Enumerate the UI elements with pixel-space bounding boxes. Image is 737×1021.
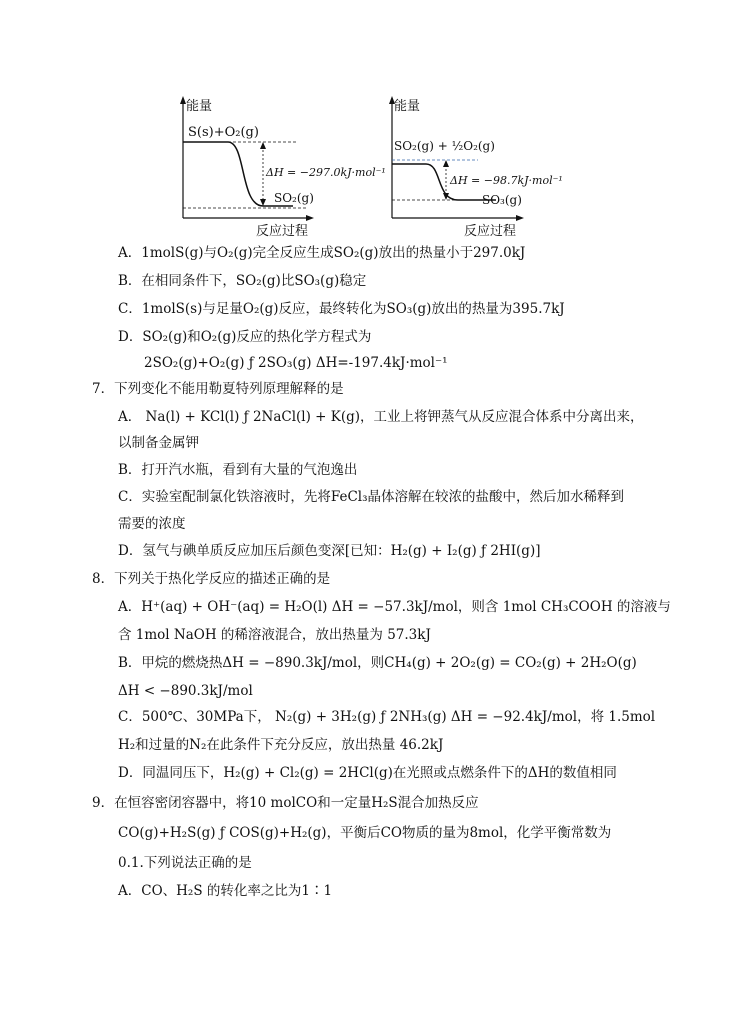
text-line-q7c: C．实验室配制氯化铁溶液时，先将FeCl₃晶体溶解在较浓的盐酸中，然后加水稀释到 (118, 489, 625, 505)
left-x-axis-label: 反应过程 (256, 224, 309, 239)
text-line-q7: 7．下列变化不能用勒夏特列原理解释的是 (92, 381, 344, 397)
text-line-q6a: A．1molS(g)与O₂(g)完全反应生成SO₂(g)放出的热量小于297.0kJ (118, 245, 526, 261)
text-line-q6d2: 2SO₂(g)+O₂(g) ƒ 2SO₃(g) ΔH=-197.4kJ·mol⁻¹ (144, 355, 448, 371)
text-line-q8d: D．同温同压下，H₂(g) + Cl₂(g) = 2HCl(g)在光照或点燃条件下的ΔH的数值相同 (118, 765, 617, 781)
text-line-q9b: CO(g)+H₂S(g) ƒ COS(g)+H₂(g)，平衡后CO物质的量为8mol，化学平衡常数为 (118, 825, 612, 841)
text-line-q7a2: 以制备金属钾 (118, 435, 199, 451)
left-y-axis-label: 能量 (186, 99, 213, 114)
left-top-level-label: S(s)+O₂(g) (188, 125, 259, 140)
text-line-q7d: D．氢气与碘单质反应加压后颜色变深[已知：H₂(g) + I₂(g) ƒ 2HI(g)] (118, 543, 541, 559)
left-dh-label: ΔH = −297.0kJ·mol⁻¹ (266, 166, 386, 179)
text-line-q6b: B．在相同条件下，SO₂(g)比SO₃(g)稳定 (118, 273, 367, 289)
right-bottom-level-label: SO₃(g) (482, 193, 522, 207)
right-top-level-label: SO₂(g) + ½O₂(g) (394, 139, 495, 153)
text-line-q9c: 0.1.下列说法正确的是 (118, 855, 252, 871)
text-line-q8a2: 含 1mol NaOH 的稀溶液混合，放出热量为 57.3kJ (118, 627, 431, 643)
energy-diagram-left (168, 92, 386, 240)
text-line-q7a: A． Na(l) + KCl(l) ƒ 2NaCl(l) + K(g)，工业上将钾蒸气从反应混合体系中分离出来， (118, 409, 644, 425)
right-x-axis-label: 反应过程 (464, 224, 517, 239)
text-line-q8c2: H₂和过量的N₂在此条件下充分反应，放出热量 46.2kJ (118, 737, 444, 753)
text-line-q8b2: ΔH < −890.3kJ/mol (118, 683, 253, 699)
text-line-q8a: A．H⁺(aq) + OH⁻(aq) = H₂O(l) ΔH = −57.3kJ/mol，则含 1mol CH₃COOH 的溶液与 (118, 599, 671, 615)
energy-diagram-right (378, 92, 578, 240)
right-dh-label: ΔH = −98.7kJ·mol⁻¹ (450, 174, 563, 187)
left-bottom-level-label: SO₂(g) (274, 191, 314, 205)
text-line-q7c2: 需要的浓度 (118, 516, 186, 532)
text-line-q9d: A．CO、H₂S 的转化率之比为1∶1 (118, 883, 333, 899)
text-line-q8: 8．下列关于热化学反应的描述正确的是 (92, 571, 331, 587)
right-y-axis-label: 能量 (394, 99, 421, 114)
text-line-q6c: C．1molS(s)与足量O₂(g)反应，最终转化为SO₃(g)放出的热量为395.7kJ (118, 301, 565, 317)
text-line-q6d: D．SO₂(g)和O₂(g)反应的热化学方程式为 (118, 329, 372, 345)
text-line-q7b: B．打开汽水瓶，看到有大量的气泡逸出 (118, 462, 358, 478)
text-line-q9: 9．在恒容密闭容器中，将10 molCO和一定量H₂S混合加热反应 (92, 795, 479, 811)
text-line-q8c: C．500℃、30MPa下， N₂(g) + 3H₂(g) ƒ 2NH₃(g) ΔH = −92.4kJ/mol，将 1.5mol (118, 709, 656, 725)
text-line-q8b: B．甲烷的燃烧热ΔH = −890.3kJ/mol，则CH₄(g) + 2O₂(g) = CO₂(g) + 2H₂O(g) (118, 655, 637, 671)
